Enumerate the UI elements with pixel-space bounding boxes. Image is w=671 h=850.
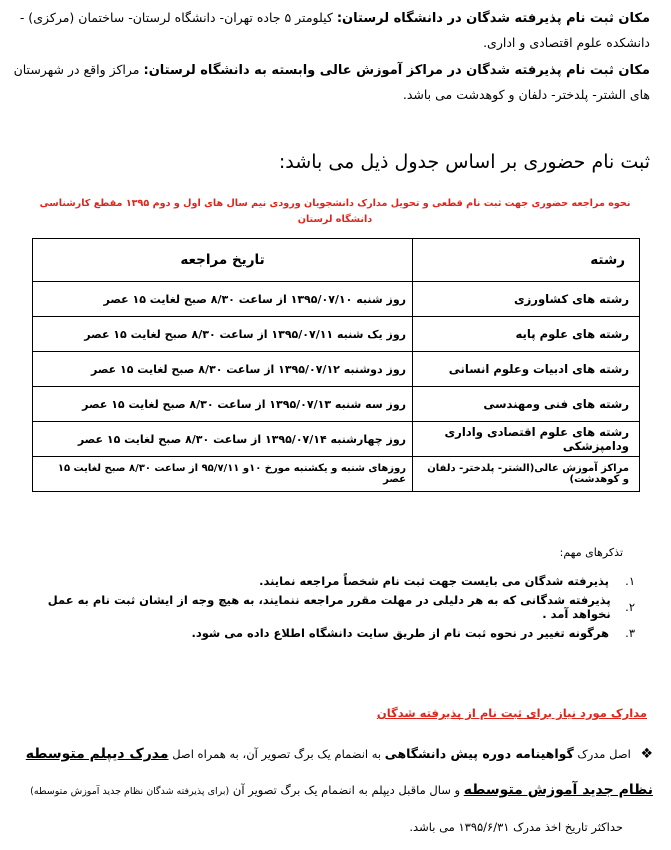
date-cell: روز یک شنبه ۱۳۹۵/۰۷/۱۱ از ساعت ۸/۳۰ صبح لغایت ۱۵ عصر (33, 317, 413, 352)
column-header-date: تاریخ مراجعه (33, 239, 413, 282)
docs-text-2: به انضمام یک برگ تصویر آن، به همراه اصل (172, 747, 382, 761)
major-cell: رشته های علوم پایه (413, 317, 640, 352)
list-item-number: ۲. (625, 600, 635, 614)
required-documents-title: مدارک مورد نیاز برای ثبت نام از پذیرفته شدگان (376, 706, 647, 720)
university-location-label: مکان ثبت نام پذیرفته شدگان در دانشگاه لرستان: (336, 11, 650, 26)
centers-location-text: مراکز واقع در شهرستان های الشتر- پلدختر- دلفان و کوهدشت می باشد. (13, 62, 650, 102)
date-cell: روز سه شنبه ۱۳۹۵/۰۷/۱۳ از ساعت ۸/۳۰ صبح لغایت ۱۵ عصر (33, 387, 413, 422)
table-row (33, 352, 640, 387)
university-location-text: کیلومتر ۵ جاده تهران- دانشگاه لرستان- ساختمان (مرکزی) - دانشکده علوم اقتصادی و اداری. (19, 10, 650, 50)
docs-text-1: اصل مدرک (577, 747, 631, 761)
docs-small-note: (برای پذیرفته شدگان نظام جدید آموزش متوسطه) (30, 786, 230, 797)
major-cell: رشته های علوم اقتصادی واداری ودامپزشکی (413, 422, 640, 457)
date-cell: روزهای شنبه و یکشنبه مورخ ۱۰و ۹۵/۷/۱۱ از ساعت ۸/۳۰ صبح لغایت ۱۵ عصر (33, 457, 413, 492)
registration-schedule-table (32, 238, 640, 492)
column-header-major: رشته (413, 239, 640, 282)
docs-bold-preuniversity: گواهینامه دوره پیش دانشگاهی (384, 746, 574, 761)
deadline-text: حداکثر تاریخ اخذ مدرک ۱۳۹۵/۶/۳۱ می باشد. (409, 820, 623, 834)
major-cell: رشته های ادبیات وعلوم انسانی (413, 352, 640, 387)
university-location-paragraph (12, 6, 650, 55)
major-cell: رشته های کشاورزی (413, 282, 640, 317)
list-item (35, 594, 635, 620)
list-item (35, 568, 635, 594)
date-cell: روز چهارشنبه ۱۳۹۵/۰۷/۱۴ از ساعت ۸/۳۰ صبح لغایت ۱۵ عصر (33, 422, 413, 457)
notes-title: تذکرهای مهم: (559, 546, 623, 559)
centers-location-paragraph (12, 58, 650, 107)
date-cell: روز دوشنبه ۱۳۹۵/۰۷/۱۲ از ساعت ۸/۳۰ صبح لغایت ۱۵ عصر (33, 352, 413, 387)
docs-bold-diploma: مدرک دیپلم متوسطه (25, 746, 169, 762)
list-item-text: هرگونه تغییر در نحوه ثبت نام از طریق سایت دانشگاه اطلاع داده می شود. (191, 626, 609, 640)
list-item-number: ۱. (625, 574, 635, 588)
required-documents-paragraph (13, 736, 653, 810)
list-item-text: پذیرفته شدگانی که به هر دلیلی در مهلت مقرر مراجعه ننمایند، به هیچ وجه از ایشان ثبت نام به عمل نخواهد آمد . (47, 593, 611, 621)
list-item-number: ۳. (625, 626, 635, 640)
major-cell: مراکز آموزش عالی(الشتر- پلدختر- دلفان و کوهدشت) (413, 457, 640, 492)
notes-list (35, 568, 635, 646)
table-row (33, 387, 640, 422)
registration-heading: ثبت نام حضوری بر اساس جدول ذیل می باشد: (278, 151, 650, 173)
docs-text-3: و سال ماقبل دیپلم به انضمام یک برگ تصویر آن (232, 783, 461, 797)
list-item (35, 620, 635, 646)
major-cell: رشته های فنی ومهندسی (413, 387, 640, 422)
list-item-text: پذیرفته شدگان می بایست جهت ثبت نام شخصاً مراجعه نمایند. (259, 574, 609, 588)
table-row (33, 422, 640, 457)
table-row (33, 317, 640, 352)
table-row (33, 457, 640, 492)
table-header-row (33, 239, 640, 282)
schedule-caption: نحوه مراجعه حضوری جهت ثبت نام قطعی و تحویل مدارک دانشجویان ورودی نیم سال های اول و دوم ۱۳۹۵ مقطع کارشناسی دانشگاه لرستان (39, 198, 631, 225)
diamond-bullet-icon: ❖ (640, 746, 653, 762)
table-row (33, 282, 640, 317)
docs-bold-new-system: نظام جدید آموزش متوسطه (463, 782, 653, 798)
date-cell: روز شنبه ۱۳۹۵/۰۷/۱۰ از ساعت ۸/۳۰ صبح لغایت ۱۵ عصر (33, 282, 413, 317)
centers-location-label: مکان ثبت نام پذیرفته شدگان در مراکز آموزش عالی وابسته به دانشگاه لرستان: (143, 63, 650, 78)
